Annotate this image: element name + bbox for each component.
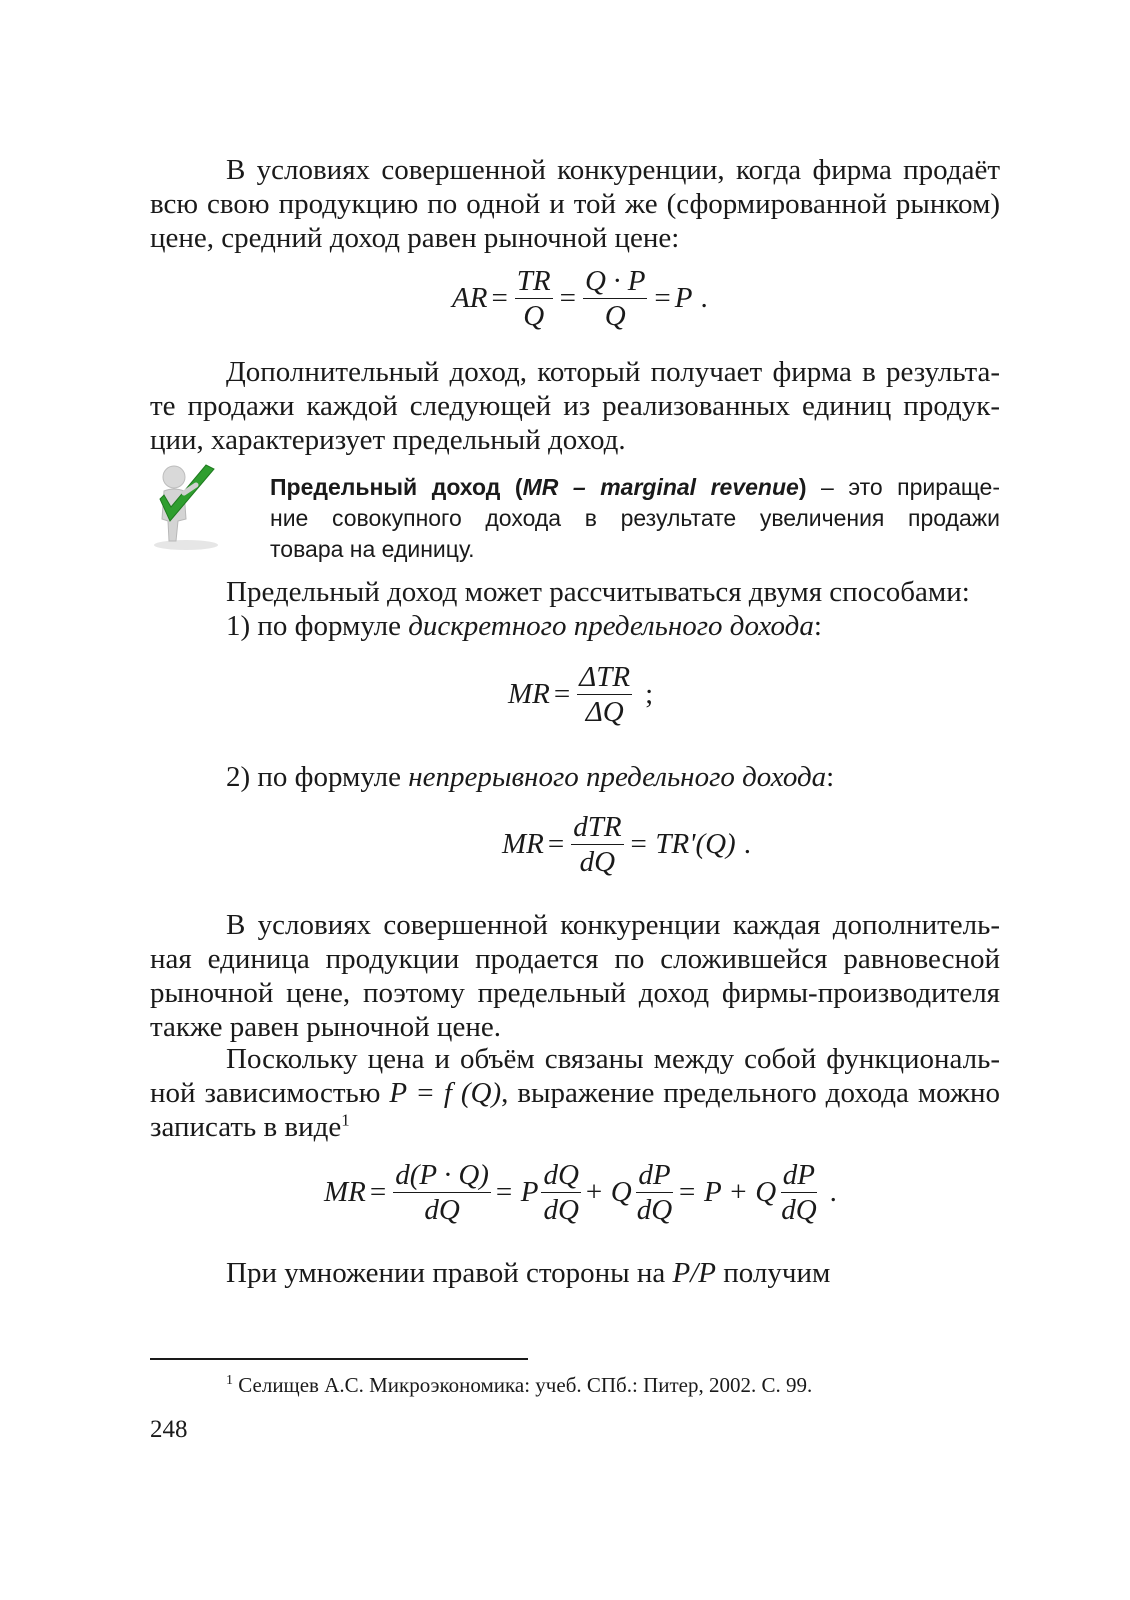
formula-ar-f2-den: Q xyxy=(604,300,626,332)
formula-full-f3-num: dP xyxy=(638,1159,671,1191)
formula-full-term-4: = P + Q xyxy=(677,1176,777,1208)
paragraph-3-line-2: ная единица продукции продается по сложившейся равновесной xyxy=(150,943,1000,975)
formula-ar-f2-num: Q · P xyxy=(585,265,646,297)
paragraph-2-line-3: ции, характеризует предельный доход. xyxy=(150,424,626,456)
formula-full-fraction-2 xyxy=(541,1158,580,1227)
paragraph-2-line-1: Дополнительный доход, который получает фирма в результа- xyxy=(226,356,1000,388)
methods-item-2 xyxy=(226,760,834,794)
formula-full-f4-den: dQ xyxy=(781,1194,817,1226)
formula-full-f3-den: dQ xyxy=(636,1194,673,1226)
formula-full-term-3: + Q xyxy=(583,1176,632,1208)
methods-item-2-suffix: : xyxy=(826,761,835,793)
definition-line-3: товара на единицу. xyxy=(270,536,475,562)
paragraph-4-line-2 xyxy=(150,1076,1000,1110)
paragraph-4-line-3-text: записать в виде xyxy=(150,1111,342,1143)
paragraph-1-line-3: цене, средний доход равен рыночной цене: xyxy=(150,222,680,254)
formula-ar-lhs: AR xyxy=(452,282,488,314)
definition-term-close: ) xyxy=(798,474,807,500)
formula-full-end: . xyxy=(829,1176,837,1208)
methods-item-1-suffix: : xyxy=(813,610,822,642)
methods-item-2-prefix: 2) по формуле xyxy=(226,761,409,793)
formula-ar-f1-den: Q xyxy=(523,300,545,332)
footnote-text: Селищев А.С. Микроэкономика: учеб. СПб.: Питер, 2002. С. 99. xyxy=(233,1373,813,1397)
formula-ar-fraction-2 xyxy=(583,264,647,333)
methods-item-2-term: непрерывного предельного дохода xyxy=(408,761,827,793)
definition-block xyxy=(270,472,1000,565)
formula-full-lhs: MR xyxy=(324,1176,366,1208)
paragraph-1-line-2: всю свою продукцию по одной и той же (сформированной рынком) xyxy=(150,188,1000,220)
paragraph-3-line-4: также равен рыночной цене. xyxy=(150,1011,501,1043)
definition-term: Предельный доход ( xyxy=(270,474,523,500)
methods-intro: Предельный доход может рассчитываться двумя способами: xyxy=(226,576,970,608)
paragraph-5-suffix: получим xyxy=(716,1257,831,1289)
paragraph-3-line-1: В условиях совершенной конкуренции каждая дополнитель- xyxy=(226,909,1000,941)
formula-continuous-den: dQ xyxy=(579,846,616,878)
formula-ar-eq: = xyxy=(491,282,508,314)
formula-full-f1-den: dQ xyxy=(424,1194,460,1226)
formula-full-term-2: = P xyxy=(493,1176,539,1208)
formula-ar-fraction-1 xyxy=(515,264,553,333)
formula-ar-f1-num: TR xyxy=(516,265,551,297)
formula-full-f2-den: dQ xyxy=(543,1194,579,1226)
paragraph-1-line-1: В условиях совершенной конкуренции, когда фирма продаёт xyxy=(226,154,1000,186)
formula-discrete-mr xyxy=(508,660,653,729)
definition-line-2: ние совокупного дохода в результате увеличения продажи xyxy=(270,505,1000,531)
definition-abbr: MR – marginal revenue xyxy=(522,474,799,500)
paragraph-4-line-3 xyxy=(150,1110,350,1144)
paragraph-4-inline-formula: P = f (Q) xyxy=(389,1077,502,1109)
formula-continuous-num: dTR xyxy=(573,811,622,843)
definition-line-1 xyxy=(270,472,1000,503)
formula-full-fraction-1 xyxy=(393,1158,491,1227)
formula-continuous-mr xyxy=(502,810,751,879)
formula-ar-end: . xyxy=(700,282,708,314)
methods-item-1-term: дискретного предельного дохода xyxy=(408,610,814,642)
person-checkmark-icon xyxy=(148,463,226,551)
formula-continuous-lhs: MR xyxy=(502,828,544,860)
formula-continuous-end: . xyxy=(743,828,751,860)
formula-continuous-eq: = xyxy=(547,828,565,860)
formula-full-mr xyxy=(324,1158,837,1227)
formula-full-f1-num: d(P · Q) xyxy=(395,1159,489,1191)
paragraph-5-prefix: При умножении правой стороны на xyxy=(226,1257,673,1289)
paragraph-5 xyxy=(226,1256,830,1290)
footnote-divider xyxy=(150,1358,528,1360)
formula-full-f2-num: dQ xyxy=(543,1159,579,1191)
paragraph-4-line-1: Поскольку цена и объём связаны между собой функциональ- xyxy=(226,1043,1000,1075)
formula-discrete-num: ΔTR xyxy=(579,661,631,693)
paragraph-2-line-2: те продажи каждой следующей из реализованных единиц продук- xyxy=(150,390,1000,422)
paragraph-4-line-2-suffix: , выражение предельного дохода можно xyxy=(501,1077,1001,1109)
paragraph-3-line-3: рыночной цене, поэтому предельный доход фирмы-производителя xyxy=(150,977,1000,1009)
methods-item-1 xyxy=(226,609,822,643)
formula-ar-rhs: P xyxy=(674,282,693,314)
formula-discrete-fraction xyxy=(577,660,632,729)
formula-continuous-fraction xyxy=(571,810,623,879)
formula-continuous-rhs: = TR'(Q) xyxy=(628,828,736,860)
formula-ar-eq-3: = xyxy=(654,282,671,314)
definition-line-1-rest: – это прираще- xyxy=(806,474,1000,500)
formula-full-fraction-3 xyxy=(635,1158,674,1227)
formula-discrete-den: ΔQ xyxy=(585,696,624,728)
formula-full-fraction-4 xyxy=(779,1158,818,1227)
footnote-mark: 1 xyxy=(226,1373,233,1388)
paragraph-5-ratio: P/P xyxy=(672,1257,717,1289)
formula-full-f4-num: dP xyxy=(782,1159,816,1191)
formula-discrete-lhs: MR xyxy=(508,678,550,710)
methods-item-1-prefix: 1) по формуле xyxy=(226,610,409,642)
paragraph-4-line-2-prefix: ной зависимостью xyxy=(150,1077,390,1109)
footnote-reference[interactable]: 1 xyxy=(341,1110,350,1130)
formula-average-revenue xyxy=(452,264,708,333)
page-number: 248 xyxy=(150,1416,188,1443)
formula-discrete-end: ; xyxy=(645,678,654,710)
formula-full-eq: = xyxy=(369,1176,387,1208)
formula-ar-eq-2: = xyxy=(559,282,576,314)
footnote xyxy=(226,1372,812,1398)
formula-discrete-eq: = xyxy=(553,678,571,710)
